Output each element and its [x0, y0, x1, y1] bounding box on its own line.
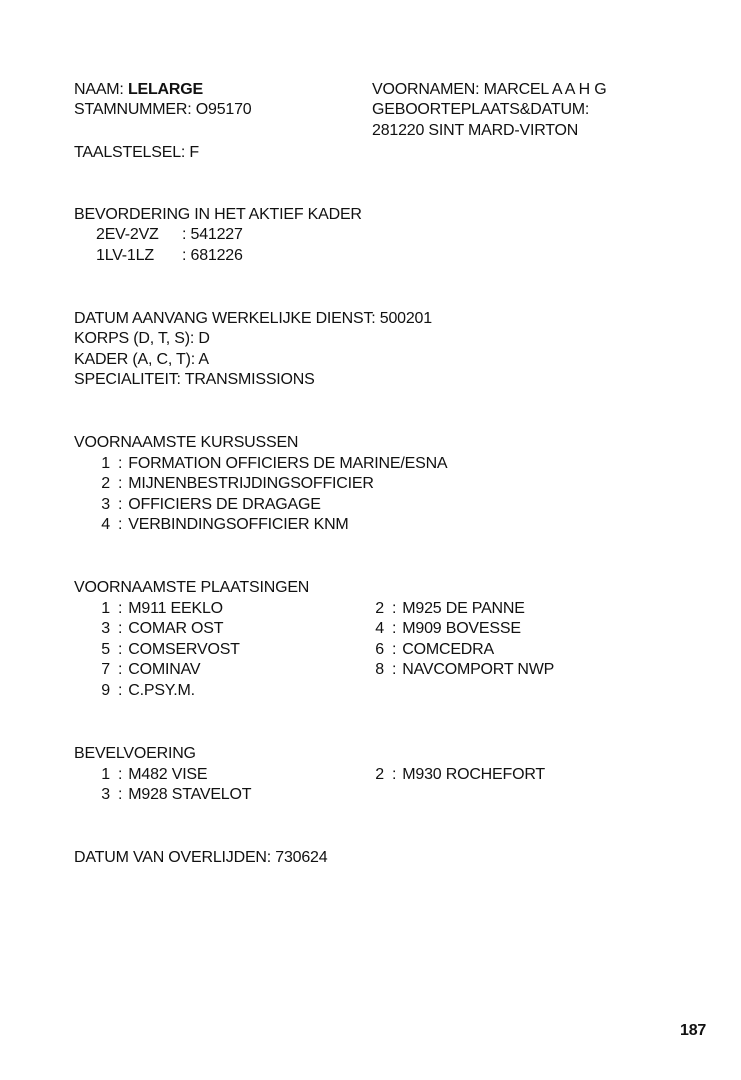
plaatsingen-title: VOORNAAMSTE PLAATSINGEN: [74, 579, 310, 596]
item-text: COMSERVOST: [128, 641, 240, 658]
stamnummer-line: [74, 100, 252, 120]
separator: :: [392, 600, 397, 617]
separator: :: [392, 661, 397, 678]
naam-label: NAAM:: [74, 81, 124, 98]
separator: :: [182, 247, 187, 264]
list-item: [88, 765, 207, 785]
specialiteit-line: [74, 370, 315, 390]
list-item: [362, 640, 494, 660]
page-number: 187: [680, 1022, 707, 1039]
list-item: [88, 515, 349, 535]
separator: :: [118, 455, 123, 472]
bevordering-item: [96, 246, 243, 266]
datum-aanvang: DATUM AANVANG WERKELIJKE DIENST: 500201: [74, 310, 432, 327]
separator: :: [182, 226, 187, 243]
separator: :: [118, 682, 123, 699]
item-text: COMAR OST: [128, 620, 224, 637]
list-item: [88, 619, 223, 639]
bevordering-rank: 2EV-2VZ: [96, 226, 159, 243]
specialiteit-label: SPECIALITEIT:: [74, 371, 181, 388]
list-item: [88, 640, 240, 660]
item-text: VERBINDINGSOFFICIER KNM: [128, 516, 349, 533]
item-text: M928 STAVELOT: [128, 786, 252, 803]
separator: :: [392, 620, 397, 637]
naam-line: [74, 80, 203, 100]
item-text: C.PSY.M.: [128, 682, 195, 699]
geboorte-label: GEBOORTEPLAATS&DATUM:: [372, 101, 590, 118]
item-number: 2: [101, 475, 110, 492]
separator: :: [118, 661, 123, 678]
bevordering-title: BEVORDERING IN HET AKTIEF KADER: [74, 206, 362, 223]
kursussen-title: VOORNAAMSTE KURSUSSEN: [74, 434, 299, 451]
item-number: 1: [101, 600, 110, 617]
separator: :: [392, 641, 397, 658]
item-number: 1: [101, 455, 110, 472]
item-text: OFFICIERS DE DRAGAGE: [128, 496, 321, 513]
datum-overlijden: DATUM VAN OVERLIJDEN: 730624: [74, 849, 328, 866]
bevordering-date: 681226: [190, 247, 243, 264]
list-item: [88, 681, 195, 701]
item-text: NAVCOMPORT NWP: [402, 661, 555, 678]
item-text: COMINAV: [128, 661, 201, 678]
item-text: MIJNENBESTRIJDINGSOFFICIER: [128, 475, 374, 492]
geboorte-value: 281220 SINT MARD-VIRTON: [372, 122, 579, 139]
item-text: M909 BOVESSE: [402, 620, 521, 637]
item-number: 4: [375, 620, 384, 637]
item-number: 2: [375, 766, 384, 783]
list-item: [362, 619, 521, 639]
item-number: 3: [101, 620, 110, 637]
separator: :: [118, 475, 123, 492]
list-item: [88, 785, 251, 805]
separator: :: [118, 600, 123, 617]
separator: :: [118, 620, 123, 637]
item-number: 2: [375, 600, 384, 617]
separator: :: [118, 786, 123, 803]
stamnummer-value: O95170: [195, 101, 252, 118]
list-item: [362, 660, 554, 680]
item-number: 5: [101, 641, 110, 658]
voornamen-line: [372, 80, 607, 100]
taalstelsel-label: TAALSTELSEL:: [74, 144, 186, 161]
separator: :: [118, 516, 123, 533]
item-number: 4: [101, 516, 110, 533]
item-number: 9: [101, 682, 110, 699]
bevordering-date: 541227: [190, 226, 243, 243]
item-text: FORMATION OFFICIERS DE MARINE/ESNA: [128, 455, 448, 472]
item-text: M930 ROCHEFORT: [402, 766, 545, 783]
korps: KORPS (D, T, S): D: [74, 330, 210, 347]
voornamen-label: VOORNAMEN:: [372, 81, 480, 98]
bevelvoering-title: BEVELVOERING: [74, 745, 196, 762]
list-item: [88, 495, 321, 515]
item-number: 1: [101, 766, 110, 783]
taalstelsel-line: [74, 143, 199, 163]
item-text: COMCEDRA: [402, 641, 494, 658]
item-number: 7: [101, 661, 110, 678]
kader: KADER (A, C, T): A: [74, 351, 209, 368]
separator: :: [118, 641, 123, 658]
item-number: 8: [375, 661, 384, 678]
item-text: M925 DE PANNE: [402, 600, 525, 617]
list-item: [88, 474, 374, 494]
separator: :: [118, 766, 123, 783]
item-number: 3: [101, 786, 110, 803]
item-text: M911 EEKLO: [128, 600, 223, 617]
specialiteit-value: TRANSMISSIONS: [184, 371, 315, 388]
list-item: [88, 660, 200, 680]
separator: :: [392, 766, 397, 783]
list-item: [362, 765, 545, 785]
item-number: 6: [375, 641, 384, 658]
voornamen-value: MARCEL A A H G: [483, 81, 607, 98]
naam-value: LELARGE: [127, 81, 203, 98]
item-number: 3: [101, 496, 110, 513]
bevordering-rank: 1LV-1LZ: [96, 247, 154, 264]
item-text: M482 VISE: [128, 766, 208, 783]
list-item: [88, 454, 447, 474]
stamnummer-label: STAMNUMMER:: [74, 101, 192, 118]
taalstelsel-value: F: [189, 144, 199, 161]
list-item: [362, 599, 525, 619]
list-item: [88, 599, 223, 619]
bevordering-item: [96, 225, 243, 245]
separator: :: [118, 496, 123, 513]
